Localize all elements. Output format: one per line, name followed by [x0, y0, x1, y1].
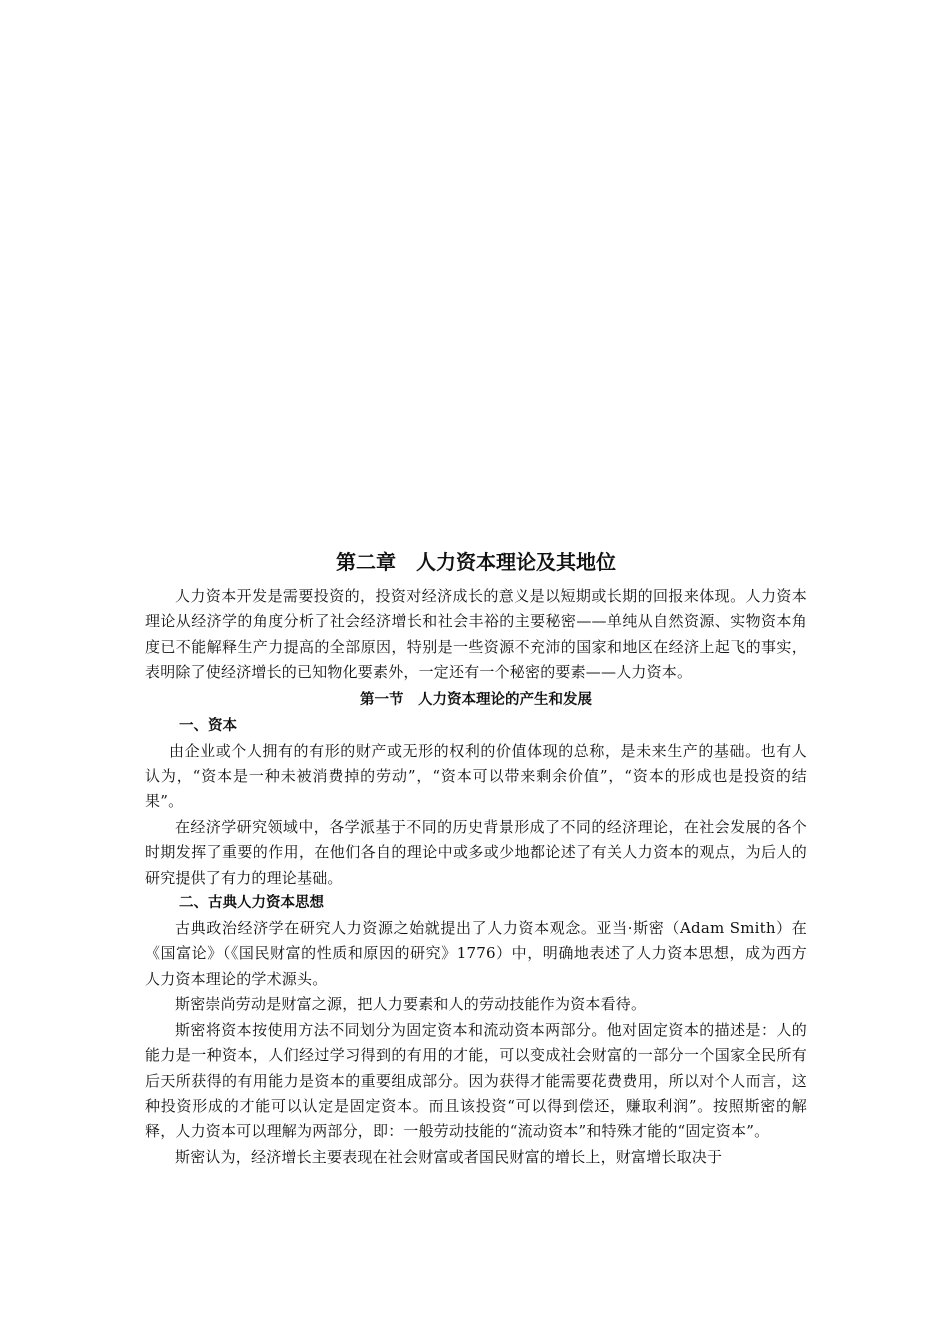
body-paragraph: 古典政治经济学在研究人力资源之始就提出了人力资本观念。亚当·斯密（Adam Smith）在《国富论》（《国民财富的性质和原因的研究》1776）中，明确地表述了人力资本思想，成为西方人力资本理论的学术源头。	[145, 919, 807, 988]
subsection-heading-capital: 一、资本	[179, 717, 237, 734]
body-paragraph: 斯密崇尚劳动是财富之源，把人力要素和人的劳动技能作为资本看待。	[175, 995, 647, 1014]
chapter-title: 第二章 人力资本理论及其地位	[336, 550, 616, 574]
body-paragraph: 由企业或个人拥有的有形的财产或无形的权利的价值体现的总称，是未来生产的基础。也有人认为，“资本是一种未被消费掉的劳动”，“资本可以带来剩余价值”，“资本的形成也是投资的结果”。	[145, 741, 807, 811]
body-paragraph: 在经济学研究领域中，各学派基于不同的历史背景形成了不同的经济理论，在社会发展的各个时期发挥了重要的作用，在他们各自的理论中或多或少地都论述了有关人力资本的观点，为后人的研究提供了有力的理论基础。	[145, 817, 807, 887]
section-title: 第一节 人力资本理论的产生和发展	[360, 691, 592, 708]
subsection-heading-classical-thought: 二、古典人力资本思想	[179, 895, 324, 912]
intro-paragraph: 人力资本开发是需要投资的，投资对经济成长的意义是以短期或长期的回报来体现。人力资本理论从经济学的角度分析了社会经济增长和社会丰裕的主要秘密——单纯从自然资源、实物资本角度已不能解释生产力提高的全部原因，特别是一些资源不充沛的国家和地区在经济上起飞的事实，表明除了使经济增长的已知物化要素外，一定还有一个秘密的要素——人力资本。	[145, 587, 807, 682]
document-page	[145, 548, 807, 1170]
body-paragraph: 斯密将资本按使用方法不同划分为固定资本和流动资本两部分。他对固定资本的描述是：人的能力是一种资本，人们经过学习得到的有用的才能，可以变成社会财富的一部分一个国家全民所有后天所获得的有用能力是资本的重要组成部分。因为获得才能需要花费费用，所以对个人而言，这种投资形成的才能可以认定是固定资本。而且该投资“可以得到偿还，赚取利润”。按照斯密的解释，人力资本可以理解为两部分，即：一般劳动技能的“流动资本”和特殊才能的“固定资本”。	[145, 1020, 807, 1141]
body-paragraph: 斯密认为，经济增长主要表现在社会财富或者国民财富的增长上，财富增长取决于	[175, 1147, 723, 1166]
